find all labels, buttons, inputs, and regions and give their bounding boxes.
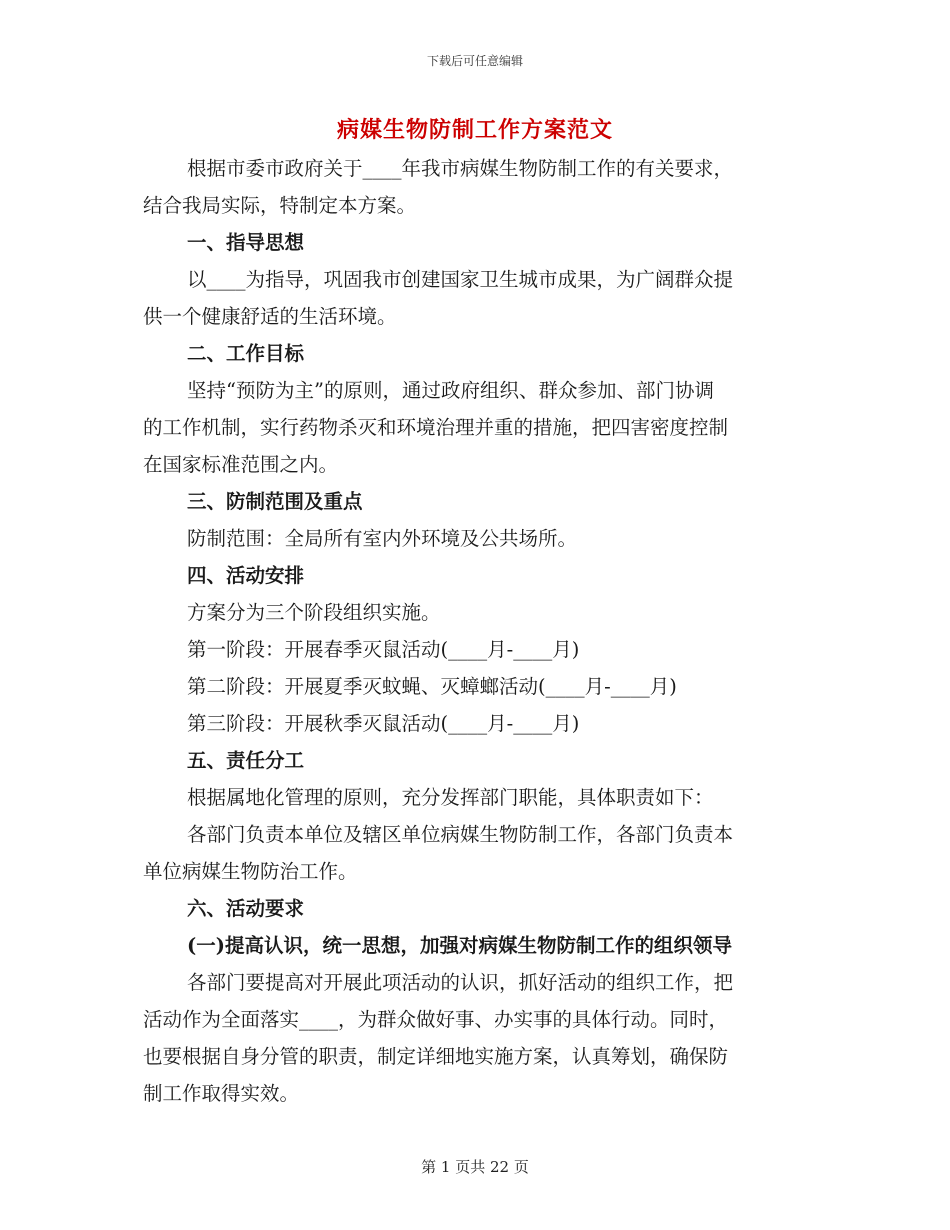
paragraph-line: 第三阶段：开展秋季灭鼠活动(____月-____月) <box>187 712 580 735</box>
paragraph-line: 第一阶段：开展春季灭鼠活动(____月-____月) <box>187 638 580 661</box>
paragraph-line: 方案分为三个阶段组织实施。 <box>187 601 441 624</box>
paragraph-line: 活动作为全面落实____，为群众做好事、办实事的具体行动。同时， <box>143 1008 729 1031</box>
paragraph-line: 各部门要提高对开展此项活动的认识，抓好活动的组织工作，把 <box>187 971 734 994</box>
document-title: 病媒生物防制工作方案范文 <box>336 117 613 143</box>
paragraph-line: 第二阶段：开展夏季灭蚊蝇、灭蟑螂活动(____月-____月) <box>187 675 677 698</box>
section-heading: 一、指导思想 <box>187 231 305 254</box>
section-heading: 三、防制范围及重点 <box>187 490 363 513</box>
header-note: 下载后可任意编辑 <box>426 54 523 68</box>
section-heading: 二、工作目标 <box>187 342 305 365</box>
paragraph-line: 根据属地化管理的原则，充分发挥部门职能，具体职责如下： <box>187 786 714 809</box>
paragraph-line: 结合我局实际，特制定本方案。 <box>143 194 417 217</box>
paragraph-line: 制工作取得实效。 <box>143 1082 300 1105</box>
document-body <box>143 150 803 1112</box>
paragraph-line: 根据市委市政府关于____年我市病媒生物防制工作的有关要求， <box>187 157 734 180</box>
paragraph-line: 供一个健康舒适的生活环境。 <box>143 305 397 328</box>
paragraph-line: 也要根据自身分管的职责，制定详细地实施方案，认真筹划，确保防 <box>143 1045 729 1068</box>
section-heading: 六、活动要求 <box>187 897 305 920</box>
paragraph-line: 在国家标准范围之内。 <box>143 453 339 476</box>
paragraph-line: 以____为指导，巩固我市创建国家卫生城市成果，为广阔群众提 <box>187 268 734 291</box>
paragraph-line: 的工作机制，实行药物杀灭和环境治理并重的措施，把四害密度控制 <box>143 416 729 439</box>
section-heading: (一)提高认识，统一思想，加强对病媒生物防制工作的组织领导 <box>187 934 732 957</box>
paragraph-line: 各部门负责本单位及辖区单位病媒生物防制工作，各部门负责本 <box>187 823 734 846</box>
paragraph-line: 坚持“预防为主”的原则，通过政府组织、群众参加、部门协调 <box>187 379 714 402</box>
section-heading: 四、活动安排 <box>187 564 305 587</box>
paragraph-line: 防制范围：全局所有室内外环境及公共场所。 <box>187 527 578 550</box>
paragraph-line: 单位病媒生物防治工作。 <box>143 860 358 883</box>
page-footer: 第 1 页共 22 页 <box>421 1158 529 1176</box>
section-heading: 五、责任分工 <box>187 749 305 772</box>
